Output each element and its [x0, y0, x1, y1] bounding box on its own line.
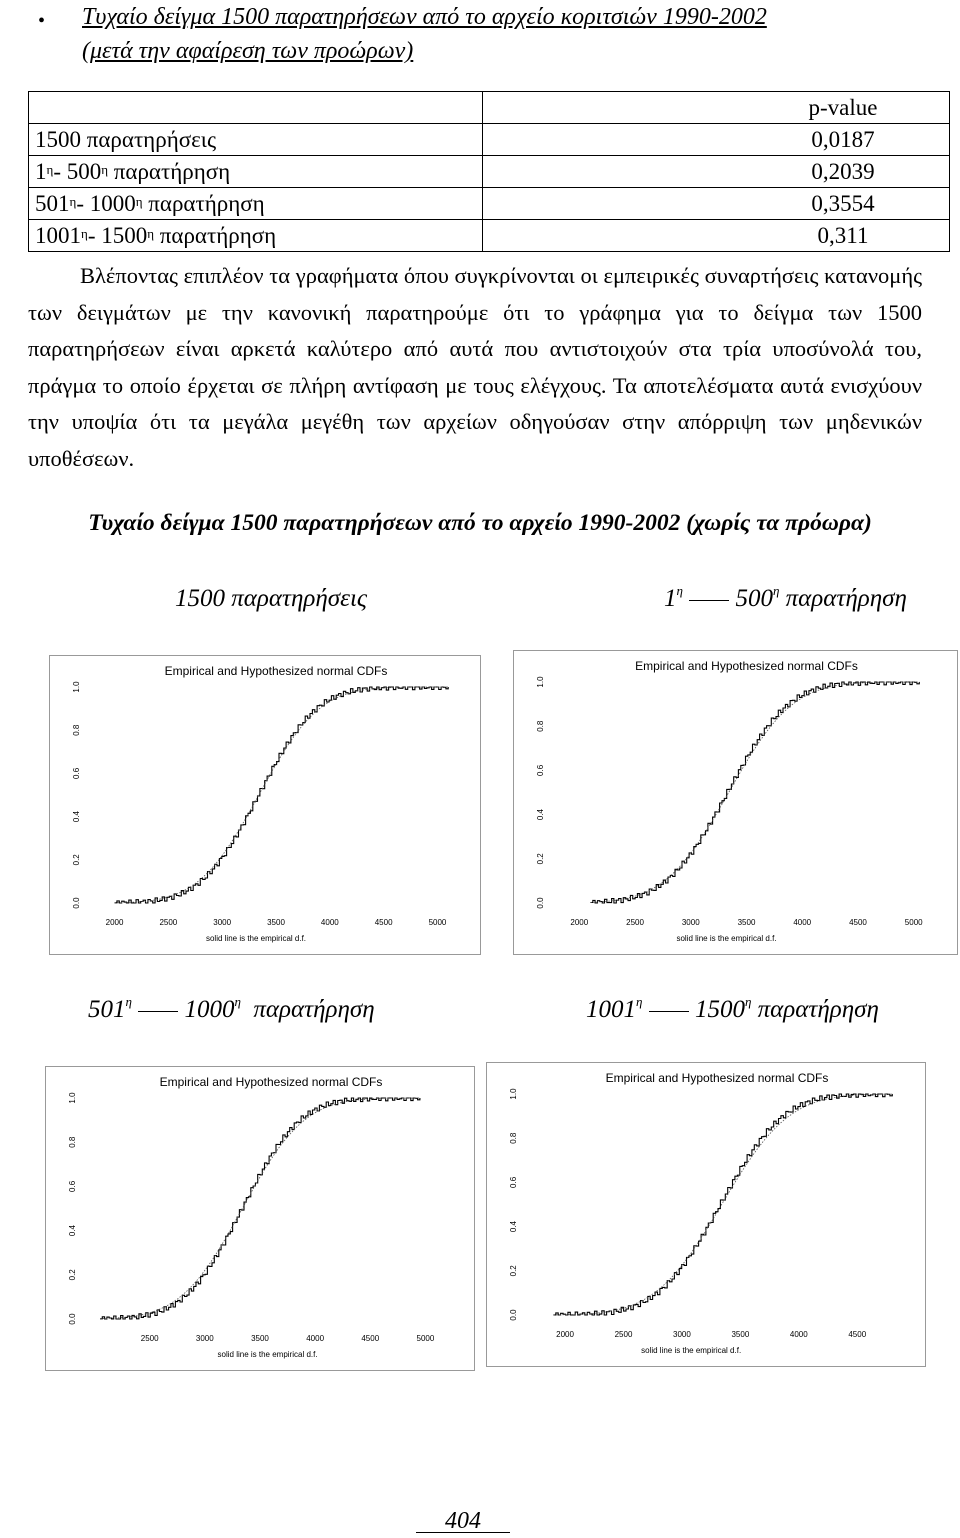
subtitle-full-sample: 1500 παρατηρήσεις — [175, 585, 368, 612]
y-tick-label: 0.4 — [536, 809, 545, 821]
bullet-marker: • — [38, 10, 46, 32]
x-tick-label: 4500 — [848, 1330, 867, 1339]
y-tick-label: 0.8 — [536, 720, 545, 732]
x-tick-label: 4000 — [789, 1330, 808, 1339]
x-tick-label: 3500 — [251, 1334, 269, 1343]
y-tick-label: 0.4 — [509, 1221, 518, 1233]
y-tick-label: 0.0 — [72, 897, 81, 909]
row-value: 0,2039 — [483, 156, 950, 188]
y-tick-label: 0.2 — [68, 1269, 77, 1281]
x-tick-label: 4500 — [849, 918, 867, 927]
heading-line-2: (μετά την αφαίρεση των προώρων) — [82, 38, 414, 64]
y-tick-label: 0.4 — [68, 1225, 77, 1237]
x-axis-label: solid line is the empirical d.f. — [217, 1350, 318, 1359]
chart-frame — [514, 651, 958, 955]
x-tick-label: 2500 — [614, 1330, 633, 1339]
y-tick-label: 0.8 — [68, 1136, 77, 1148]
x-tick-label: 2500 — [159, 918, 178, 927]
row-label: $1^\eta-$ $500^\eta$ παρατήρηση — [29, 156, 483, 188]
table-row — [29, 220, 950, 252]
x-tick-label: 3500 — [737, 918, 756, 927]
section-heading — [82, 0, 942, 68]
footer-rule — [416, 1532, 510, 1533]
y-tick-label: 0.6 — [68, 1180, 77, 1192]
subtitle-first-500: $1^\eta$ $500^\eta$ παρατήρηση — [664, 583, 907, 612]
y-tick-label: 1.0 — [68, 1092, 77, 1104]
row-label: $501^\eta-$ $1000^\eta$ παρατήρηση — [29, 188, 483, 220]
x-tick-label: 4500 — [361, 1334, 380, 1343]
x-axis-label: solid line is the empirical d.f. — [641, 1346, 742, 1355]
row-value: 0,3554 — [483, 188, 950, 220]
x-tick-label: 5000 — [904, 918, 923, 927]
y-tick-label: 0.2 — [509, 1265, 518, 1277]
chart-frame — [46, 1067, 475, 1371]
x-tick-label: 5000 — [428, 918, 447, 927]
y-tick-label: 0.2 — [536, 853, 545, 865]
heading-line-1: Τυχαίο δείγμα 1500 παρατηρήσεων από το αρχείο κοριτσιών 1990-2002 — [82, 4, 767, 30]
chart-title: Empirical and Hypothesized normal CDFs — [164, 664, 388, 678]
chart-title: Empirical and Hypothesized normal CDFs — [159, 1075, 383, 1089]
chart-frame — [487, 1063, 926, 1367]
row-label: $1001^\eta-$ $1500^\eta$ παρατήρηση — [29, 220, 483, 252]
table-row — [29, 188, 950, 220]
x-tick-label: 2000 — [570, 918, 589, 927]
x-tick-label: 2000 — [105, 918, 124, 927]
row-value: 0,0187 — [483, 124, 950, 156]
x-tick-label: 4500 — [374, 918, 393, 927]
subtitle-1001-1500: $1001^\eta$ $1500^\eta$ παρατήρηση — [586, 994, 879, 1023]
x-tick-label: 3000 — [673, 1330, 691, 1339]
table-row — [29, 156, 950, 188]
y-tick-label: 0.6 — [536, 764, 545, 776]
body-paragraph: Βλέποντας επιπλέον τα γραφήματα όπου συγκρίνονται οι εμπειρικές συναρτήσεις κατανομής των δειγμάτων με την κανονική παρατηρούμε ότι το γράφημα για το δείγμα των 1500 παρατηρήσεων είναι αρκετά καλύτερο από αυτά που αντιστοιχούν στα τρία υποσύνολά του, πράγμα το οποίο έρχεται σε πλήρη αντίφαση με τους ελέγχους. Τα αποτελέσματα αυτά ενισχύουν την υποψία ότι τα μεγάλα μεγέθη των αρχείων οδηγούσαν στην απόρριψη των μηδενικών υποθέσεων. — [28, 263, 922, 471]
cdf-chart-1 — [49, 655, 481, 955]
y-tick-label: 0.0 — [68, 1313, 77, 1325]
x-tick-label: 5000 — [416, 1334, 435, 1343]
chart-title: Empirical and Hypothesized normal CDFs — [605, 1071, 829, 1085]
row-value: 0,311 — [483, 220, 950, 252]
x-tick-label: 2500 — [626, 918, 644, 927]
x-tick-label: 4000 — [306, 1334, 325, 1343]
table-header-row — [29, 92, 950, 124]
y-tick-label: 0.6 — [509, 1176, 518, 1188]
section-title: Τυχαίο δείγμα 1500 παρατηρήσεων από το αρχείο 1990-2002 (χωρίς τα πρόωρα) — [88, 510, 872, 536]
table-header-pvalue: p-value — [483, 92, 950, 124]
row-label: 1500 παρατηρήσεις — [29, 124, 483, 156]
table-row — [29, 124, 950, 156]
x-tick-label: 3000 — [681, 918, 700, 927]
x-tick-label: 3000 — [213, 918, 232, 927]
y-tick-label: 0.6 — [72, 767, 81, 779]
x-axis-label: solid line is the empirical d.f. — [676, 934, 777, 943]
y-tick-label: 0.0 — [509, 1309, 518, 1321]
cdf-chart-4 — [486, 1062, 926, 1367]
pvalue-table — [28, 91, 950, 252]
y-tick-label: 1.0 — [72, 681, 81, 693]
x-tick-label: 3500 — [267, 918, 285, 927]
chart-frame — [50, 656, 481, 955]
y-tick-label: 1.0 — [509, 1088, 518, 1100]
y-tick-label: 0.0 — [536, 897, 545, 909]
page-number: 404 — [445, 1508, 481, 1534]
y-tick-label: 0.8 — [72, 724, 81, 736]
x-tick-label: 3000 — [195, 1334, 214, 1343]
x-tick-label: 4000 — [320, 918, 339, 927]
x-tick-label: 3500 — [731, 1330, 750, 1339]
x-tick-label: 4000 — [793, 918, 812, 927]
y-tick-label: 0.8 — [509, 1132, 518, 1144]
y-tick-label: 0.2 — [72, 854, 81, 866]
cdf-chart-2 — [513, 650, 958, 955]
chart-title: Empirical and Hypothesized normal CDFs — [635, 659, 858, 673]
y-tick-label: 1.0 — [536, 676, 545, 688]
subtitle-501-1000: $501^\eta$ $1000^\eta$ παρατήρηση — [88, 994, 375, 1023]
x-tick-label: 2000 — [556, 1330, 574, 1339]
x-tick-label: 2500 — [140, 1334, 159, 1343]
x-axis-label: solid line is the empirical d.f. — [205, 934, 307, 943]
y-tick-label: 0.4 — [72, 811, 81, 823]
table-header-empty — [29, 92, 483, 124]
cdf-chart-3 — [45, 1066, 475, 1371]
